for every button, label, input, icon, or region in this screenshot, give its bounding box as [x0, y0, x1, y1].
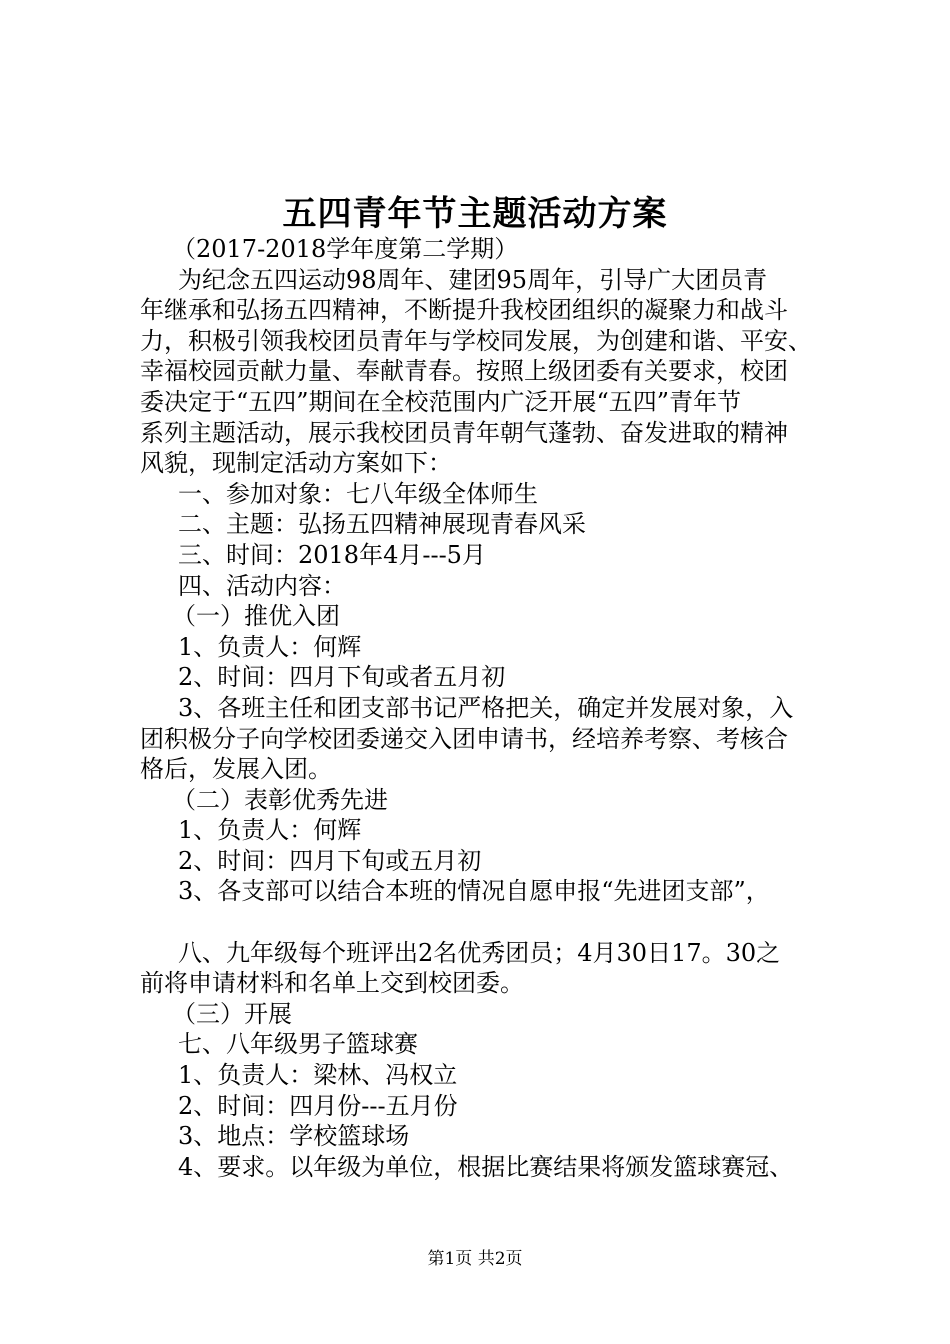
paragraph-line: 年继承和弘扬五四精神，不断提升我校团组织的凝聚力和战斗 — [140, 296, 788, 325]
paragraph-line: 1、负责人：何辉 — [178, 632, 362, 661]
paragraph-line: 格后，发展入团。 — [140, 755, 332, 784]
paragraph-line: 3、各支部可以结合本班的情况自愿申报“先进团支部”， — [178, 877, 770, 906]
paragraph-line: 系列主题活动，展示我校团员青年朝气蓬勃、奋发进取的精神 — [140, 418, 788, 447]
page-footer: 第1页 共2页 — [427, 1249, 523, 1269]
paragraph-line: 风貌，现制定活动方案如下： — [140, 449, 452, 478]
paragraph-line: 3、各班主任和团支部书记严格把关，确定并发展对象，入 — [178, 693, 794, 722]
paragraph-line: 四、活动内容： — [178, 571, 346, 600]
paragraph-line: 幸福校园贡献力量、奉献青春。按照上级团委有关要求，校团 — [140, 357, 788, 386]
paragraph-line: 力，积极引领我校团员青年与学校同发展，为创建和谐、平安、 — [140, 326, 812, 355]
paragraph-line: （三）开展 — [172, 999, 292, 1028]
paragraph-line: 3、地点：学校篮球场 — [178, 1122, 410, 1151]
paragraph-line: （一）推优入团 — [172, 602, 340, 631]
document-title: 五四青年节主题活动方案 — [282, 194, 668, 234]
paragraph-line: （2017-2018学年度第二学期） — [172, 235, 519, 263]
paragraph-line: 2、时间：四月份---五月份 — [178, 1091, 458, 1120]
paragraph-line: 一、参加对象：七八年级全体师生 — [178, 479, 538, 508]
paragraph-line: 八、九年级每个班评出2名优秀团员；4月30日17。30之 — [178, 938, 781, 967]
paragraph-line: 1、负责人：何辉 — [178, 816, 362, 845]
paragraph-line: 1、负责人：梁林、冯权立 — [178, 1061, 458, 1090]
paragraph-line: 二、主题：弘扬五四精神展现青春风采 — [178, 510, 586, 539]
paragraph-line: （二）表彰优秀先进 — [172, 785, 388, 814]
paragraph-line: 七、八年级男子篮球赛 — [178, 1030, 418, 1059]
paragraph-line: 前将申请材料和名单上交到校团委。 — [140, 969, 524, 998]
paragraph-line: 2、时间：四月下旬或五月初 — [178, 846, 482, 875]
document-body — [140, 234, 840, 1182]
paragraph-line: 2、时间：四月下旬或者五月初 — [178, 663, 506, 692]
paragraph-line: 委决定于“五四”期间在全校范围内广泛开展“五四”青年节 — [140, 387, 742, 416]
paragraph-line: 4、要求。以年级为单位，根据比赛结果将颁发篮球赛冠、 — [178, 1152, 794, 1181]
blank-line — [140, 907, 840, 938]
paragraph-line: 三、时间：2018年4月---5月 — [178, 540, 486, 569]
paragraph-line: 团积极分子向学校团委递交入团申请书，经培养考察、考核合 — [140, 724, 788, 753]
paragraph-line: 为纪念五四运动98周年、建团95周年，引导广大团员青 — [178, 265, 768, 294]
